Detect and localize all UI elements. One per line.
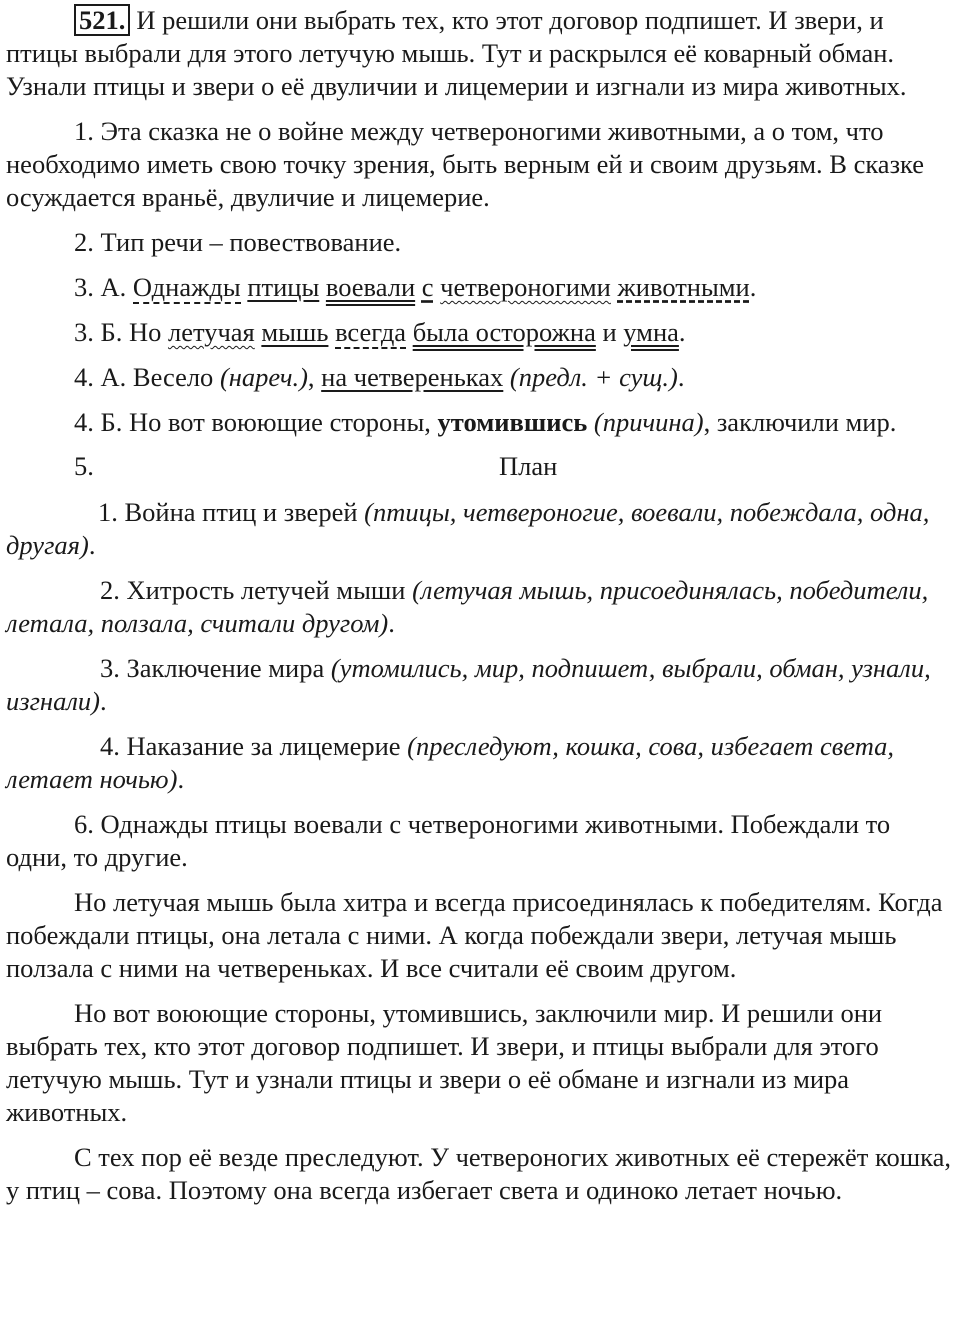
plan-title: План (499, 451, 558, 481)
answer-4a-note-adverb: (нареч.) (219, 362, 308, 392)
plan-item-1-text: 1. Война птиц и зверей (98, 497, 365, 527)
plan-item-3-end: . (99, 686, 107, 716)
phrase-on-all-fours: на четвереньках (321, 362, 504, 392)
plan-item-3 (6, 652, 956, 718)
story-paragraph-1: 6. Однажды птицы воевали с четвероногими животными. Побеждали то одни, то другие. (6, 809, 891, 872)
adverbial-always: всегда (335, 317, 407, 347)
answer-3b-end: . (678, 317, 686, 347)
document-page (6, 4, 956, 1207)
object-preposition: с (421, 272, 434, 302)
object-animals: животными (617, 272, 750, 302)
plan-item-4 (6, 730, 956, 796)
plan-item-1-end: . (88, 530, 96, 560)
task-number-badge: 521. (74, 4, 130, 36)
answer-4b-note: (причина) (593, 407, 704, 437)
answer-3b (6, 316, 956, 349)
predicate-was-careful: была осторожна (412, 317, 596, 347)
predicate-fought: воевали (325, 272, 416, 302)
plan-item-3-text: 3. Заключение мира (100, 653, 331, 683)
answer-3b-and: и (602, 317, 617, 347)
plan-item-2-words: (летучая мышь, присоединялась, победители, летала, ползала, считали другом) (6, 575, 929, 638)
participle-tired: утомившись (437, 407, 588, 437)
answer-4a-comma: , (307, 362, 322, 392)
answer-4a-end: . (677, 362, 685, 392)
answer-4b-suffix: , заключили мир. (703, 407, 897, 437)
adverbial-once: Однажды (132, 272, 241, 302)
plan-item-3-words: (утомились, мир, подпишет, выбрали, обман, узнали, изгнали) (6, 653, 931, 716)
answer-2: 2. Тип речи – повествование. (74, 227, 402, 257)
subject-mouse: мышь (261, 317, 329, 347)
story-paragraph-2: Но летучая мышь была хитра и всегда присоединялась к победителям. Когда побеждали птицы, она летала с ними. А когда побеждали звери, летучая мышь ползала с ними на четвереньках. И все считали её своим другом. (6, 887, 943, 983)
plan-item-1-words: (птицы, четвероногие, воевали, побеждала, одна, другая) (6, 497, 930, 560)
story-paragraph-3: Но вот воюющие стороны, утомившись, заключили мир. И решили они выбрать тех, кто этот договор подпишет. И звери, и птицы выбрали для этого летучую мышь. Тут и узнали птицы и звери о её обмане и изгнали из мира животных. (6, 998, 883, 1127)
answer-3b-prefix: 3. Б. Но (74, 317, 168, 347)
story-paragraph-4: С тех пор её везде преследуют. У четвероногих животных её стережёт кошка, у птиц – сова. Поэтому она всегда избегает света и одиноко летает ночью. (6, 1142, 951, 1205)
intro-text: И решили они выбрать тех, кто этот договор подпишет. И звери, и птицы выбрали для этого летучую мышь. Тут и раскрылся её коварный обман. Узнали птицы и звери о её двуличии и лицемерии и изгнали из мира животных. (6, 5, 907, 101)
plan-item-4-words: (преследуют, кошка, сова, избегает света, летает ночью) (6, 731, 895, 794)
attribute-four-legged: четвероногими (440, 272, 611, 302)
answer-3a-end: . (749, 272, 757, 302)
plan-item-2 (6, 574, 956, 640)
answer-4b-prefix: 4. Б. Но вот воюющие стороны, (74, 407, 438, 437)
plan-item-2-text: 2. Хитрость летучей мыши (100, 575, 413, 605)
answer-4a (6, 361, 956, 394)
plan-item-4-end: . (177, 764, 185, 794)
plan-item-1 (6, 496, 956, 562)
answer-4a-prefix: 4. А. Весело (74, 362, 220, 392)
intro-paragraph (6, 4, 956, 103)
plan-header (6, 451, 956, 484)
plan-item-4-text: 4. Наказание за лицемерие (100, 731, 408, 761)
subject-birds: птицы (247, 272, 320, 302)
answer-3a-prefix: 3. А. (74, 272, 133, 302)
plan-item-2-end: . (388, 608, 395, 638)
plan-number: 5. (74, 451, 94, 481)
attribute-flying: летучая (167, 317, 255, 347)
predicate-smart: умна (623, 317, 679, 347)
answer-4a-note-phrase: (предл. + сущ.) (509, 362, 678, 392)
answer-3a (6, 271, 956, 304)
answer-1: 1. Эта сказка не о войне между четвероногими животными, а о том, что необходимо иметь свою точку зрения, быть верным ей и своим друзьям. В сказке осуждается враньё, двуличие и лицемерие. (6, 116, 925, 212)
answer-4b (6, 406, 956, 439)
